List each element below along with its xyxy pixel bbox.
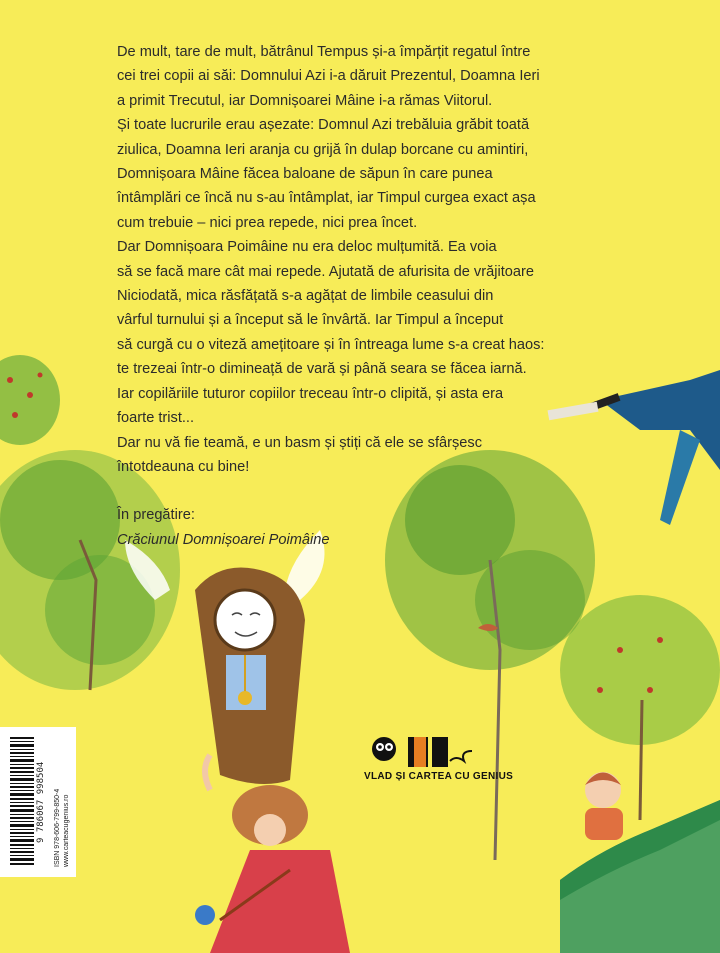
synopsis-line: să se facă mare cât mai repede. Ajutată de afurisita de vrăjitoare [117,263,534,280]
logo-text: VLAD ȘI CARTEA CU GENIUS [364,771,514,782]
synopsis-line: întâmplări ce încă nu s-au întâmplat, iar Timpul curgea exact așa [117,190,536,207]
publisher-logo [364,735,514,785]
right-tree [560,595,720,820]
synopsis-line: Dar nu vă fie teamă, e un basm și știți că ele se sfârșesc [117,434,483,451]
synopsis-line: Niciodată, mica răsfățată s-a agățat de limbile ceasului din [117,288,494,305]
isbn: ISBN 978-606-799-850-4 [54,788,61,867]
synopsis-line: foarte trist... [117,410,195,427]
synopsis-line: a primit Trecutul, iar Domnișoarei Mâine i-a rămas Viitorul. [117,92,493,109]
synopsis-line: să curgă cu o viteză amețitoare și în întreaga lume s-a creat haos: [117,336,545,353]
girl-red-dress [195,755,350,953]
barcode-bars [10,737,34,867]
synopsis-line: Iar copilăriile tuturor copiilor treceau într-o clipită, și asta era [117,385,504,402]
synopsis-line: Și toate lucrurile erau așezate: Domnul Azi trebăluia grăbit toată [117,117,530,134]
publisher-website: www.carteacugenius.ro [63,794,70,867]
synopsis-line: Domnișoara Mâine făcea baloane de săpun în care punea [117,166,493,183]
spacer [117,479,597,503]
synopsis-line: De mult, tare de mult, bătrânul Tempus și-a împărțit regatul între [117,44,531,60]
synopsis-line: cei trei copii ai săi: Domnului Azi i-a dăruit Prezentul, Doamna Ieri [117,68,540,85]
synopsis-line: întotdeauna cu bine! [117,458,250,475]
clock-character [125,530,325,784]
synopsis-line: te trezeai într-o dimineață de vară și până seara se făcea iarnă. [117,361,527,378]
logo-mascot-icon [364,735,488,771]
synopsis [117,40,597,552]
upcoming-label: În pregătire: [117,507,195,524]
synopsis-line: ziulica, Doamna Ieri aranja cu grijă în dulap borcane cu amintiri, [117,141,529,158]
synopsis-line: vârful turnului și a început să le învârtă. Iar Timpul a început [117,312,504,329]
synopsis-line: cum trebuie – nici prea repede, nici prea încet. [117,214,418,231]
synopsis-line: Dar Domnișoara Poimâine nu era deloc mulțumită. Ea voia [117,239,497,256]
barcode [0,727,76,877]
left-top-tree [0,355,60,445]
upcoming-title: Crăciunul Domnișoarei Poimâine [117,531,330,548]
barcode-digits: 9 786067 998504 [36,761,46,843]
